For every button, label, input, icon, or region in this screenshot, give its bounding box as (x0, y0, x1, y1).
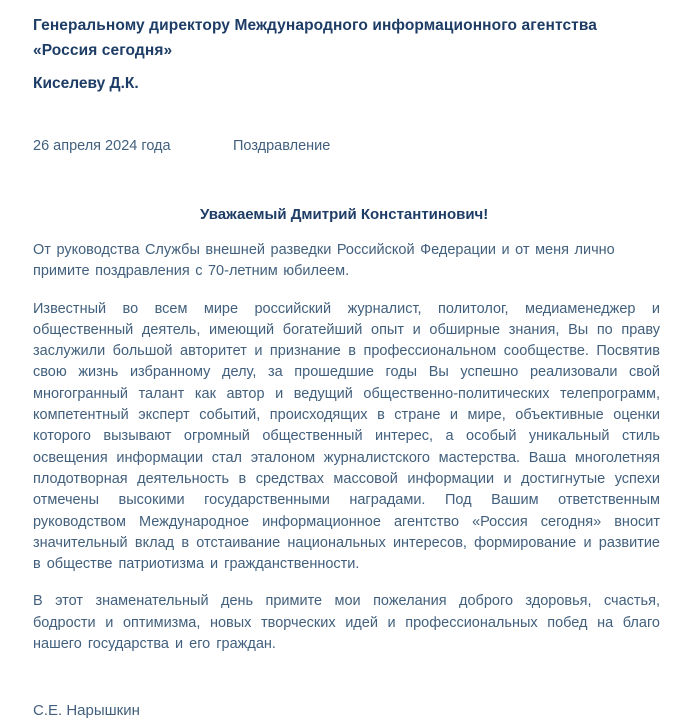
letter-date: 26 апреля 2024 года (33, 138, 171, 154)
document-type-label: Поздравление (233, 138, 331, 154)
paragraph-main: Известный во всем мире российский журналист, политолог, медиаменеджер и общественный деятель, имеющий богатейший опыт и обширные знания, Вы по праву заслужили большой авторитет и признание в профессиональном сообществе. Посвятив свою жизнь избранному делу, за прошедшие годы Вы успешно реализовали свой многогранный талант как автор и ведущий общественно-политических телепрограмм, компетентный эксперт событий, происходящих в стране и мире, объективные оценки которого вызывают огромный общественный интерес, а особый уникальный стиль освещения информации стал эталоном журналистского мастерства. Ваша многолетняя плодотворная деятельность в средствах массовой информации и достигнутые успехи отмечены высокими государственными наградами. Под Вашим ответственным руководством Международное информационное агентство «Россия сегодня» вносит значительный вклад в отстаивание национальных интересов, формирование и развитие в обществе патриотизма и гражданственности. (33, 300, 660, 573)
date-row (33, 136, 660, 157)
salutation: Уважаемый Дмитрий Константинович! (200, 206, 489, 223)
signature: С.Е. Нарышкин (33, 702, 140, 720)
recipient-name: Киселеву Д.К. (33, 75, 139, 92)
paragraph-intro: От руководства Службы внешней разведки Российской Федерации и от меня лично примите поздравления с 70-летним юбилеем. (33, 242, 615, 280)
paragraph-wishes: В этот знаменательный день примите мои пожелания доброго здоровья, счастья, бодрости и оптимизма, новых творческих идей и профессиональных побед на благо нашего государства и его граждан. (33, 593, 660, 653)
recipient-title-line1: Генеральному директору Международного информационного агентства (33, 17, 598, 34)
recipient-title-line2: «Россия сегодня» (33, 42, 173, 59)
recipient-block (33, 13, 660, 63)
